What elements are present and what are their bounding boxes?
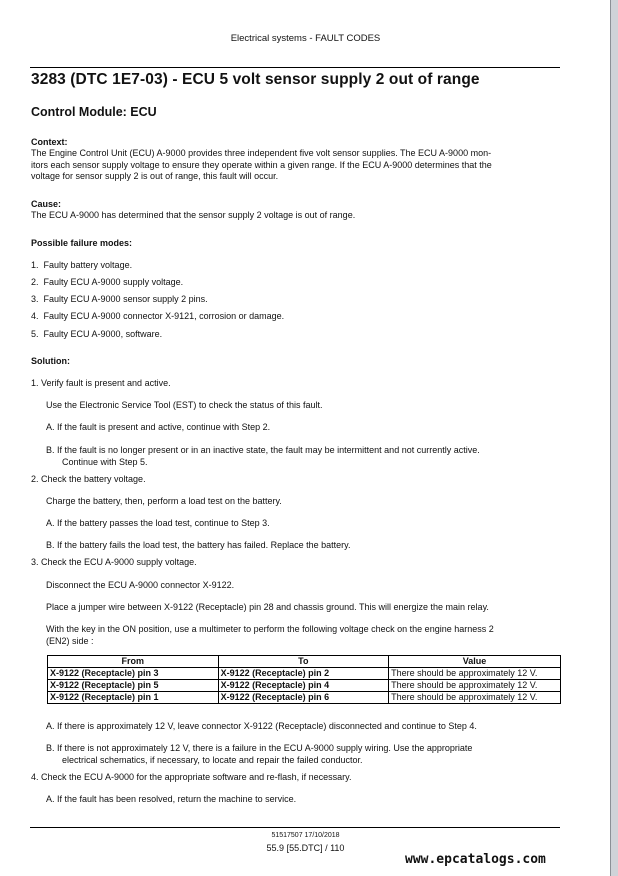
footer-page-number: 55.9 [55.DTC] / 110 [266,843,345,853]
control-module-heading: Control Module: ECU [31,105,157,119]
voltage-check-table [47,655,561,704]
step-4-option-a: A. If the fault has been resolved, return the machine to service. [46,794,297,804]
context-line-3: voltage for sensor supply 2 is out of range, this fault will occur. [31,171,279,181]
failure-mode-5: 5. Faulty ECU A-9000, software. [31,329,163,339]
table-cell: X-9122 (Receptacle) pin 4 [218,680,389,692]
title-rule [30,67,560,68]
step-2-instruction: Charge the battery, then, perform a load test on the battery. [46,496,282,506]
table-cell: X-9122 (Receptacle) pin 3 [48,668,219,680]
step-3-instruction-3-cont: (EN2) side : [46,636,94,646]
page-title: 3283 (DTC 1E7-03) - ECU 5 volt sensor supply 2 out of range [31,71,480,88]
step-4: 4. Check the ECU A-9000 for the appropriate software and re-flash, if necessary. [31,772,352,782]
table-cell: X-9122 (Receptacle) pin 5 [48,680,219,692]
step-2-option-a: A. If the battery passes the load test, continue to Step 3. [46,518,270,528]
table-cell: X-9122 (Receptacle) pin 6 [218,692,389,704]
step-3-instruction-2: Place a jumper wire between X-9122 (Receptacle) pin 28 and chassis ground. This will energize the main relay. [46,602,489,612]
step-1-option-a: A. If the fault is present and active, continue with Step 2. [46,422,271,432]
column-header-value: Value [389,656,561,668]
table-header-row [48,656,561,668]
failure-mode-4: 4. Faulty ECU A-9000 connector X-9121, corrosion or damage. [31,311,285,321]
solution-heading: Solution: [31,356,70,366]
page-header: Electrical systems - FAULT CODES [230,33,381,44]
step-3-option-b-cont: electrical schematics, if necessary, to locate and repair the failed conductor. [62,755,363,765]
viewer-right-edge [610,0,618,876]
failure-mode-1: 1. Faulty battery voltage. [31,260,133,270]
cause-text: The ECU A-9000 has determined that the sensor supply 2 voltage is out of range. [31,210,356,220]
cause-heading: Cause: [31,199,62,209]
step-2: 2. Check the battery voltage. [31,474,146,484]
step-3-instruction-1: Disconnect the ECU A-9000 connector X-9122. [46,580,235,590]
step-1-option-b: B. If the fault is no longer present or in an inactive state, the fault may be intermittent and not currently active. [46,445,480,455]
step-3-option-a: A. If there is approximately 12 V, leave connector X-9122 (Receptacle) disconnected and continue to Step 4. [46,721,477,731]
table-cell: X-9122 (Receptacle) pin 2 [218,668,389,680]
table-cell: There should be approximately 12 V. [389,692,561,704]
step-3: 3. Check the ECU A-9000 supply voltage. [31,557,197,567]
step-1-instruction: Use the Electronic Service Tool (EST) to check the status of this fault. [46,400,323,410]
table-cell: There should be approximately 12 V. [389,680,561,692]
context-line-2: itors each sensor supply voltage to ensure they operate within a given range. If the ECU A-9000 determines that the [31,160,492,170]
failure-mode-3: 3. Faulty ECU A-9000 sensor supply 2 pins. [31,294,208,304]
table-row [48,692,561,704]
column-header-to: To [218,656,389,668]
footer-rule [30,827,560,828]
column-header-from: From [48,656,219,668]
context-line-1: The Engine Control Unit (ECU) A-9000 provides three independent five volt sensor supplies. The ECU A-9000 mon- [31,148,492,158]
step-1-option-b-cont: Continue with Step 5. [62,457,148,467]
context-heading: Context: [31,137,68,147]
step-3-instruction-3: With the key in the ON position, use a multimeter to perform the following voltage check on the engine harness 2 [46,624,494,634]
table-row [48,668,561,680]
watermark: www.epcatalogs.com [405,852,546,867]
footer-document-id: 51517507 17/10/2018 [271,832,340,839]
table-row [48,680,561,692]
table-cell: There should be approximately 12 V. [389,668,561,680]
failure-modes-heading: Possible failure modes: [31,238,133,248]
step-2-option-b: B. If the battery fails the load test, the battery has failed. Replace the battery. [46,540,351,550]
step-3-option-b: B. If there is not approximately 12 V, there is a failure in the ECU A-9000 supply wiring. Use the appropriate [46,743,473,753]
table-cell: X-9122 (Receptacle) pin 1 [48,692,219,704]
step-1: 1. Verify fault is present and active. [31,378,171,388]
failure-mode-2: 2. Faulty ECU A-9000 supply voltage. [31,277,184,287]
